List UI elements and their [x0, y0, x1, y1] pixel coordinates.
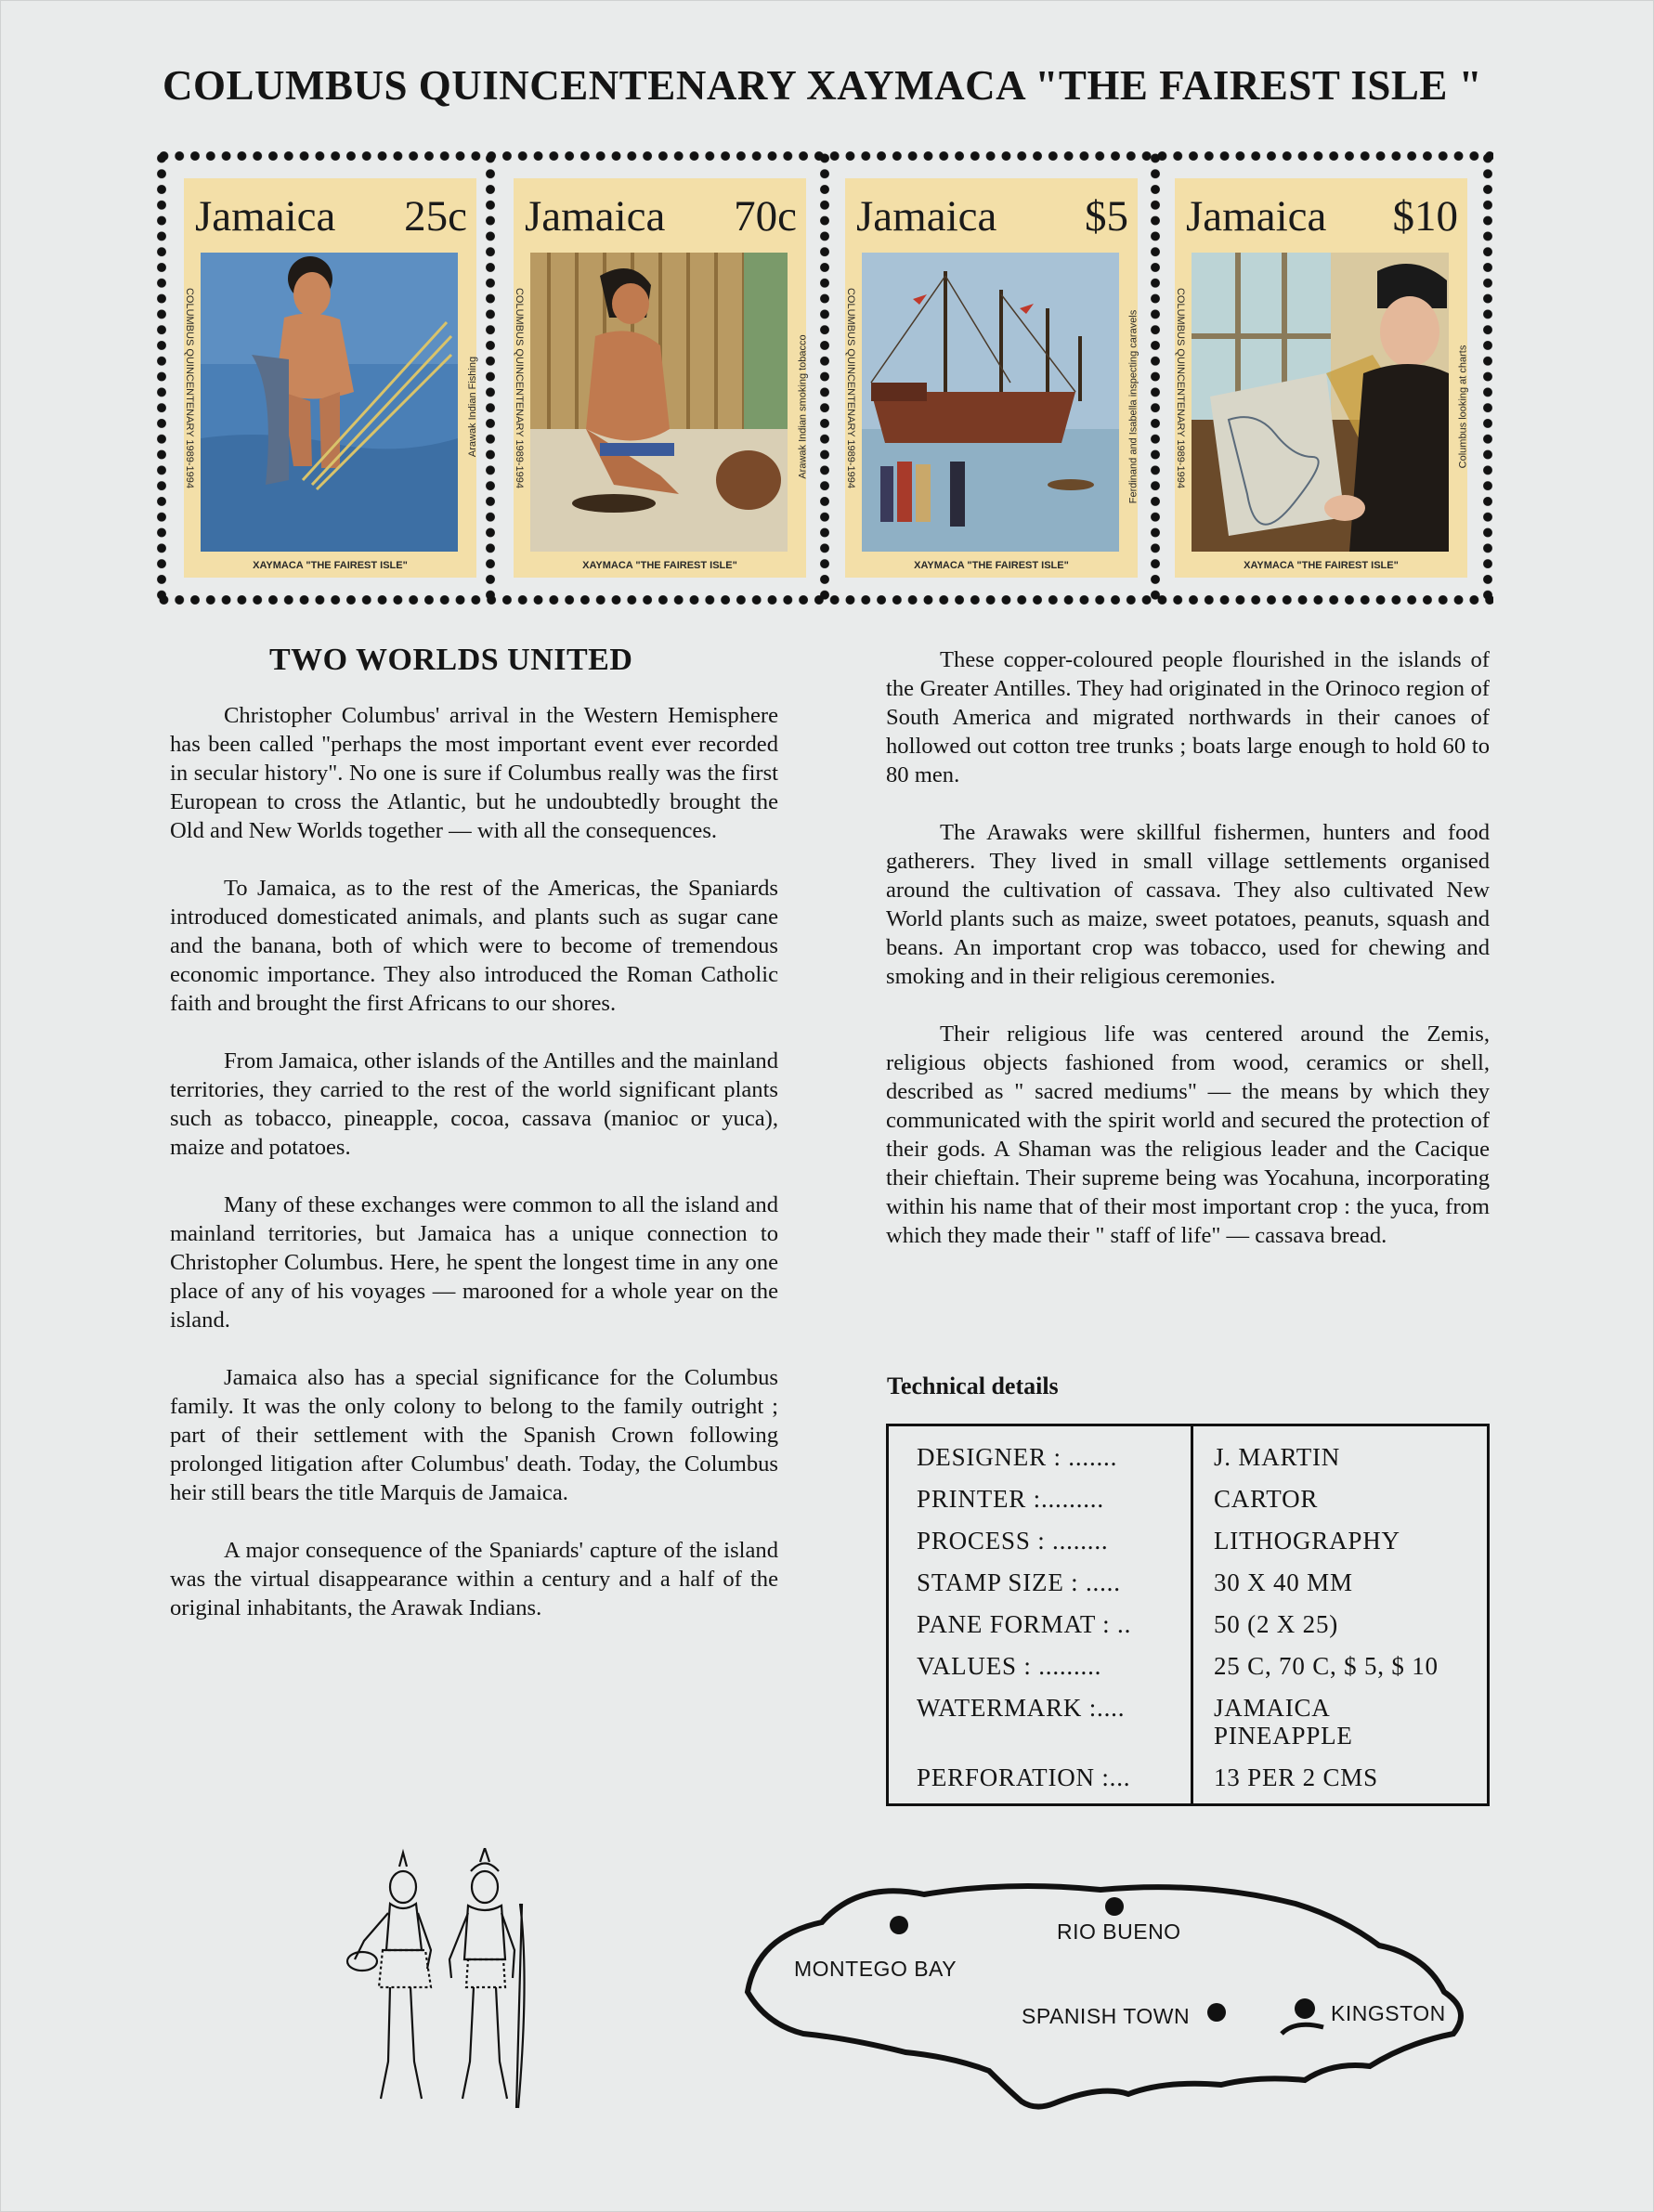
stamp-country: Jamaica	[1186, 192, 1327, 241]
stamp-footer: XAYMACA "THE FAIREST ISLE"	[253, 560, 408, 571]
map-label-kingston: KINGSTON	[1331, 2001, 1446, 2025]
tech-label: DESIGNER : .......	[917, 1443, 1118, 1471]
paragraph: To Jamaica, as to the rest of the Americas, the Spaniards introduced domesticated animals, and plants such as sugar cane and the banana, both of which were to become of tremendous economic importance. They also introduced the Roman Catholic faith and brought the first Africans to our shores.	[170, 876, 778, 1016]
stamp-side-right: Ferdinand and Isabella inspecting caravels	[1128, 309, 1140, 504]
right-text-column	[886, 645, 1490, 1279]
tech-value: 13 PER 2 CMS	[1214, 1763, 1378, 1791]
paragraph: Christopher Columbus' arrival in the Western Hemisphere has been called "perhaps the most important event ever recorded in secular history". No one is sure if Columbus really was the first European to cross the Atlantic, but he undoubtedly brought the Old and New Worlds together — with all the consequences.	[170, 703, 778, 843]
paragraph: These copper-coloured people flourished in the islands of the Greater Antilles. They had originated in the Orinoco region of South America and migrated northwards in their canoes of hollowed out cotton tree trunks ; boats large enough to hold 60 to 80 men.	[886, 647, 1490, 787]
paragraph: A major consequence of the Spaniards' capture of the island was the virtual disappearance within a century and a half of the original inhabitants, the Arawak Indians.	[170, 1538, 778, 1620]
stamp-country: Jamaica	[525, 192, 666, 241]
stamp-footer: XAYMACA "THE FAIREST ISLE"	[582, 560, 737, 571]
stamp-image-arawak-fishing	[201, 253, 458, 552]
stamp-strip	[156, 150, 1493, 605]
stamp-header	[1186, 191, 1458, 241]
perforation-1	[485, 150, 496, 605]
tech-value: CARTOR	[1214, 1485, 1319, 1513]
stamp-country: Jamaica	[856, 192, 997, 241]
perforation-right	[1482, 150, 1493, 605]
paragraph: Many of these exchanges were common to all the island and mainland territories, but Jamaica has a unique connection to Christopher Columbus. Here, he spent the longest time in any one place of any of his voyages — marooned for a whole year on the island.	[170, 1192, 778, 1333]
arawak-figures-illustration	[345, 1848, 540, 2117]
perforation-left	[156, 150, 167, 605]
paragraph: Jamaica also has a special significance for the Columbus family. It was the only colony to belong to the family outright ; part of their settlement with the Spanish Crown following prolonged litigation after Columbus' death. Today, the Columbus heir still bears the title Marquis de Jamaica.	[170, 1365, 778, 1505]
tech-label: VALUES : .........	[917, 1652, 1102, 1680]
map-label-montego-bay: MONTEGO BAY	[794, 1957, 957, 1981]
stamp-5-dollar	[845, 178, 1138, 578]
stamp-header	[525, 191, 797, 241]
city-marker-montego-bay	[890, 1916, 908, 1934]
tech-label: STAMP SIZE : .....	[917, 1568, 1121, 1596]
table-divider	[1191, 1426, 1193, 1803]
stamp-value: $5	[1085, 192, 1128, 241]
map-label-rio-bueno: RIO BUENO	[1057, 1919, 1181, 1944]
stamp-side-left: COLUMBUS QUINCENTENARY 1989-1994	[184, 287, 195, 489]
jamaica-map	[738, 1871, 1500, 2122]
tech-value: 25 C, 70 C, $ 5, $ 10	[1214, 1652, 1439, 1680]
technical-details-table	[886, 1424, 1490, 1806]
technical-details-heading: Technical details	[887, 1373, 1059, 1399]
map-label-spanish-town: SPANISH TOWN	[1022, 2004, 1191, 2028]
stamp-value: 70c	[734, 192, 797, 241]
page-title: COLUMBUS QUINCENTENARY XAYMACA "THE FAIREST ISLE "	[163, 62, 1483, 109]
tech-value: LITHOGRAPHY	[1214, 1527, 1400, 1555]
stamp-side-left: COLUMBUS QUINCENTENARY 1989-1994	[845, 287, 856, 489]
stamp-side-right: Arawak Indian smoking tobacco	[797, 334, 808, 479]
perforation-2	[819, 150, 830, 605]
section-title: TWO WORLDS UNITED	[269, 643, 633, 677]
stamp-value: $10	[1392, 192, 1458, 241]
city-marker-spanish-town	[1207, 2003, 1226, 2022]
tech-value: 30 X 40 MM	[1214, 1568, 1353, 1596]
paragraph: Their religious life was centered around the Zemis, religious objects fashioned from wood, ceramics or shell, described as " sacred mediums" — the means by which they communicated with the spirit world and secured the protection of their gods. A Shaman was the religious leader and the Cacique their chieftain. Their supreme being was Yocahuna, incorporating within his name that of their most important crop : the yuca, from which they made their " staff of life" — cassava bread.	[886, 1021, 1490, 1248]
stamp-image-caravels	[862, 253, 1119, 552]
stamp-image-arawak-smoking	[530, 253, 788, 552]
tech-label: PROCESS : ........	[917, 1527, 1109, 1555]
stamp-footer: XAYMACA "THE FAIREST ISLE"	[914, 560, 1069, 571]
tech-label: PANE FORMAT : ..	[917, 1610, 1132, 1638]
left-text-column	[170, 701, 778, 1651]
stamp-side-right: Columbus looking at charts	[1458, 345, 1469, 469]
stamp-10-dollar	[1175, 178, 1467, 578]
stamp-country: Jamaica	[195, 192, 336, 241]
stamp-25c	[184, 178, 476, 578]
tech-value: JAMAICA PINEAPPLE	[1214, 1694, 1353, 1750]
tech-label: WATERMARK :....	[917, 1694, 1126, 1722]
stamp-header	[195, 191, 467, 241]
city-marker-kingston	[1295, 1998, 1315, 2019]
tech-label: PERFORATION :...	[917, 1763, 1131, 1791]
tech-label: PRINTER :.........	[917, 1485, 1104, 1513]
stamp-image-columbus-charts	[1192, 253, 1449, 552]
stamp-side-left: COLUMBUS QUINCENTENARY 1989-1994	[1175, 287, 1186, 489]
stamp-header	[856, 191, 1128, 241]
perforation-3	[1150, 150, 1161, 605]
tech-value: 50 (2 X 25)	[1214, 1610, 1339, 1638]
stamp-70c	[514, 178, 806, 578]
paragraph: The Arawaks were skillful fishermen, hunters and food gatherers. They lived in small village settlements organised around the cultivation of cassava. They also cultivated New World plants such as maize, sweet potatoes, peanuts, squash and beans. An important crop was tobacco, used for chewing and smoking and in their religious ceremonies.	[886, 820, 1490, 989]
city-marker-rio-bueno	[1105, 1897, 1124, 1916]
paragraph: From Jamaica, other islands of the Antilles and the mainland territories, they carried to the rest of the world significant plants such as tobacco, pineapple, cocoa, cassava (manioc or yuca), maize and potatoes.	[170, 1048, 778, 1160]
stamp-side-right: Arawak Indian Fishing	[467, 356, 478, 458]
stamp-side-left: COLUMBUS QUINCENTENARY 1989-1994	[514, 287, 525, 489]
stamp-value: 25c	[404, 192, 467, 241]
stamp-footer: XAYMACA "THE FAIREST ISLE"	[1244, 560, 1399, 571]
tech-value: J. MARTIN	[1214, 1443, 1341, 1471]
